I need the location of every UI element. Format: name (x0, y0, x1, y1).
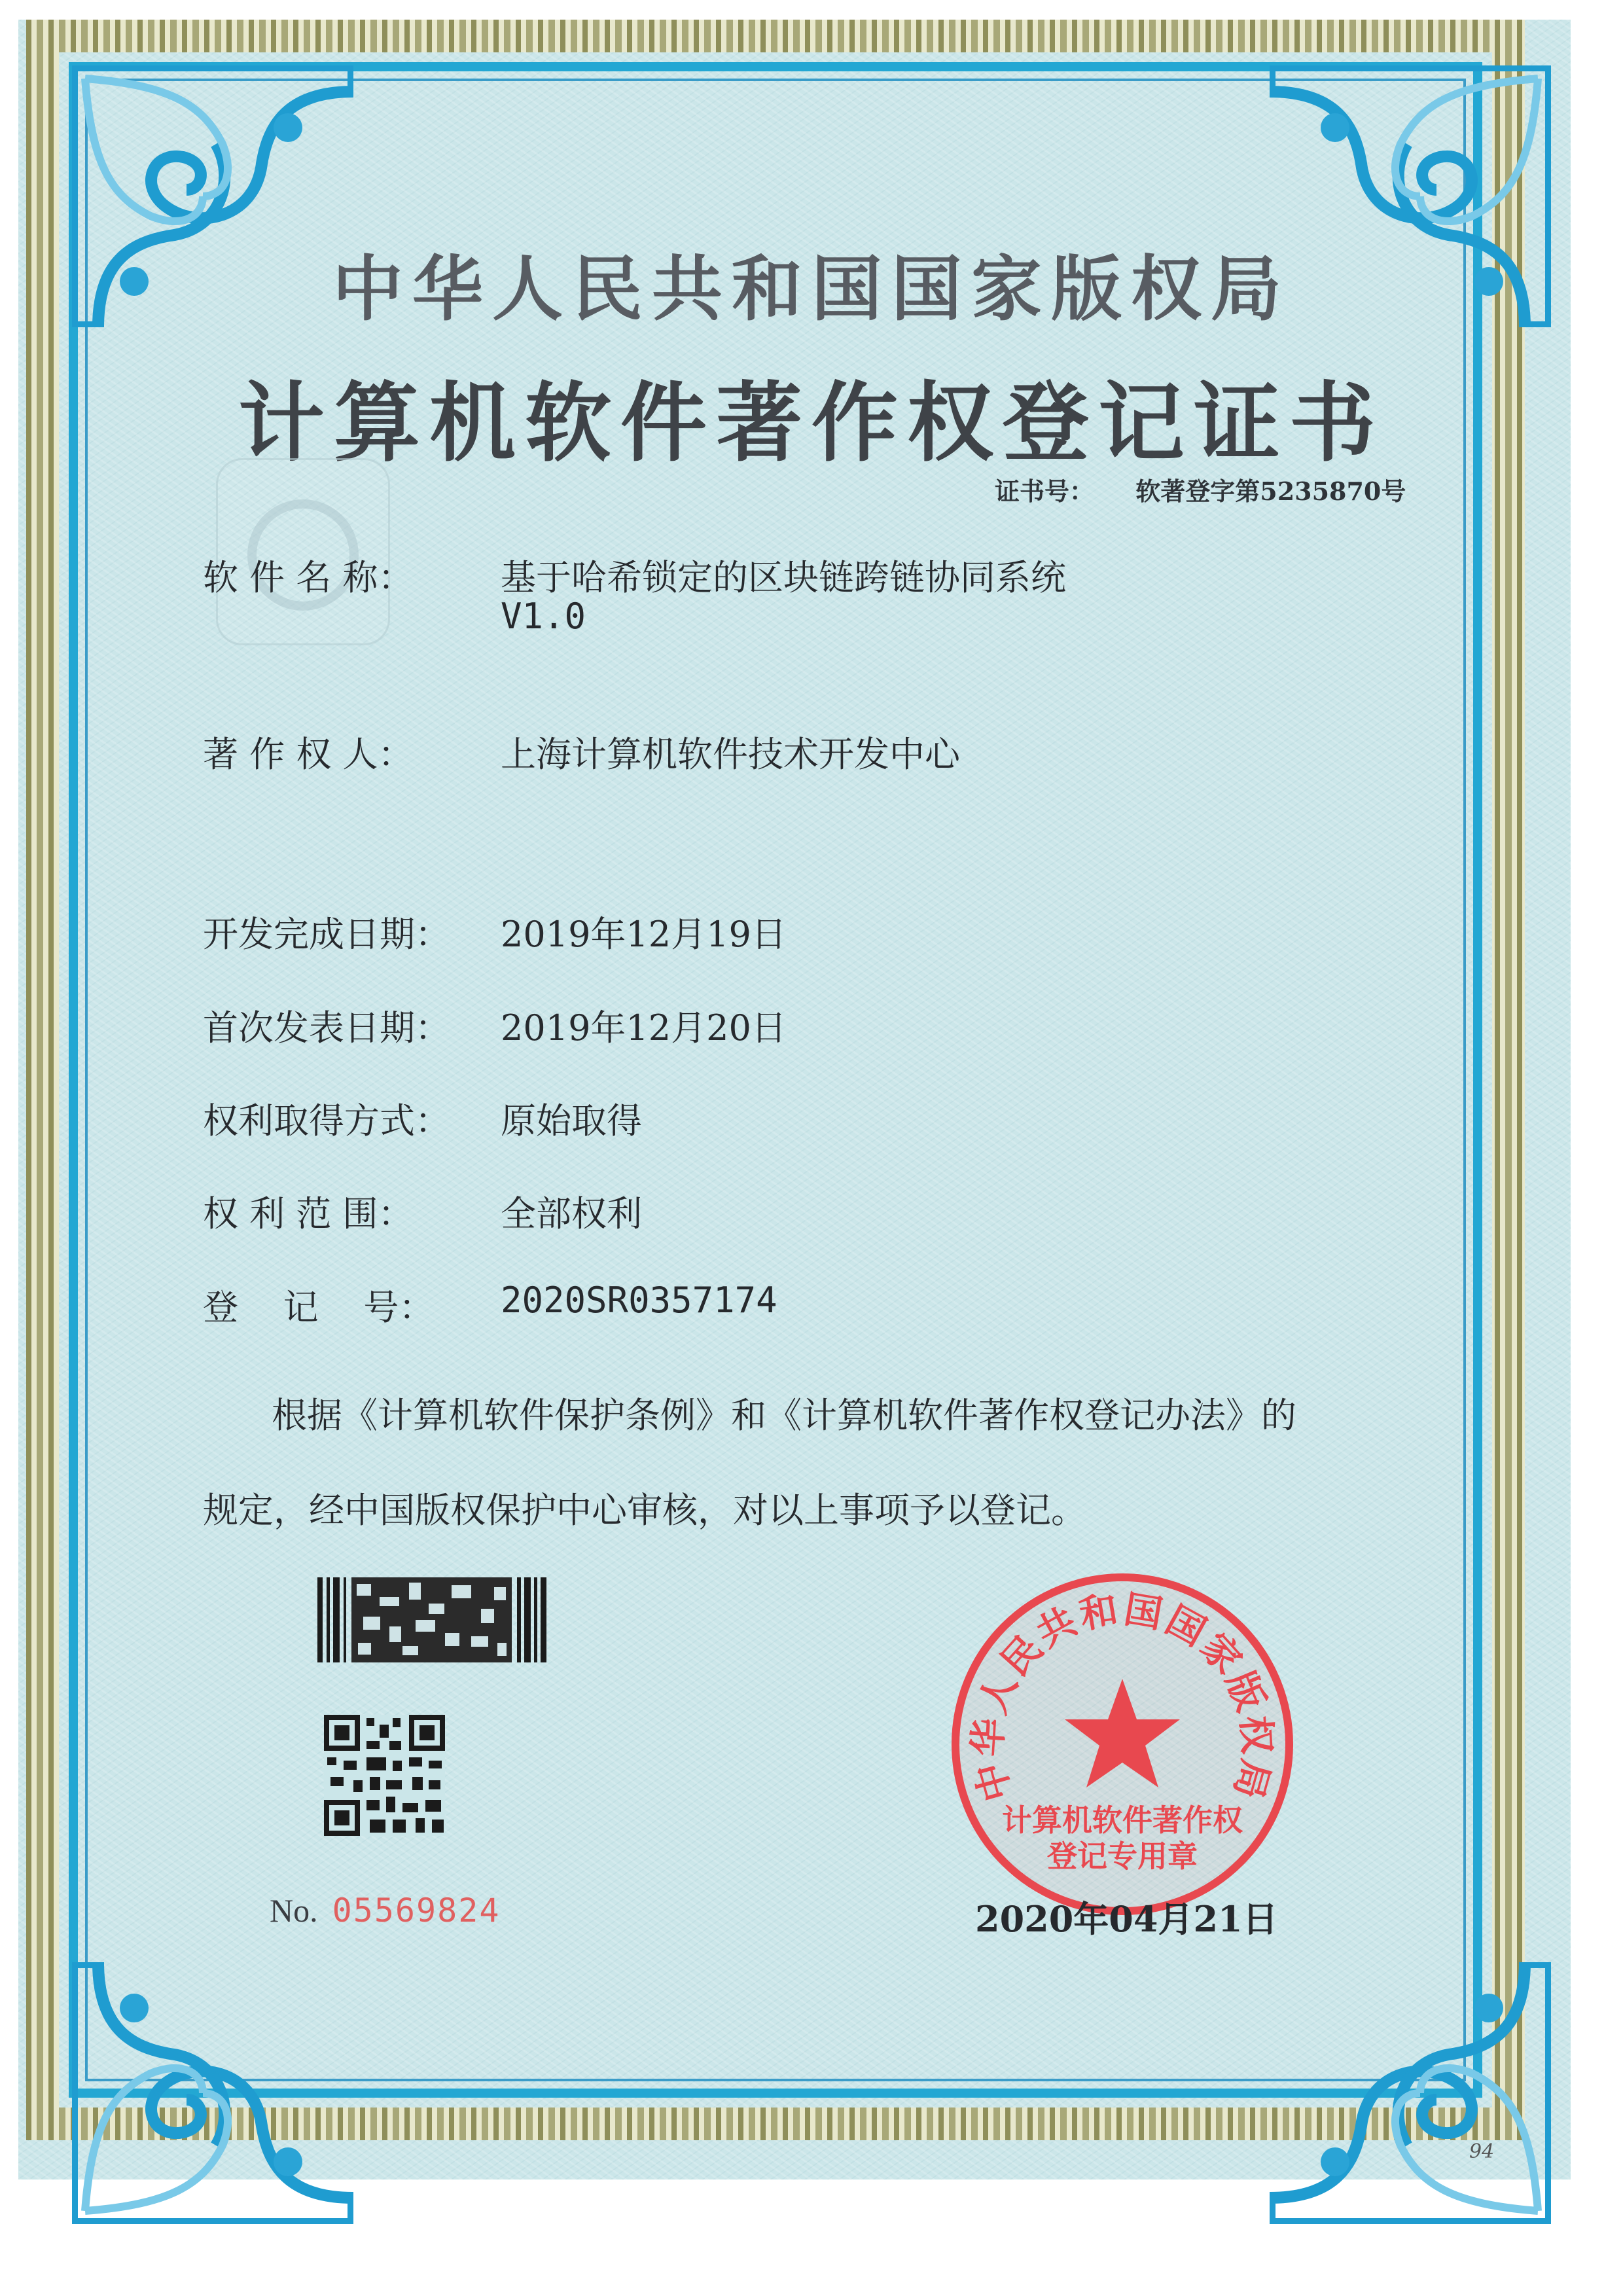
seal-line-2: 登记专用章 (1047, 1839, 1198, 1874)
software-name-label: 软 件 名 称： (203, 557, 414, 598)
qr-code-image (324, 1715, 445, 1836)
software-name-value: 基于哈希锁定的区块链跨链协同系统 (501, 557, 1066, 598)
official-seal (946, 1568, 1299, 1921)
rights-scope-value: 全部权利 (501, 1193, 642, 1234)
serial-number (270, 1892, 500, 1929)
copyright-owner-value: 上海计算机软件技术开发中心 (501, 734, 960, 775)
certificate-number-value: 软著登字第5235870号 (1135, 476, 1406, 506)
registration-number-value: 2020SR0357174 (501, 1280, 777, 1321)
certificate-number (995, 471, 1406, 507)
certificate-title: 计算机软件著作权登记证书 (238, 372, 1385, 474)
acquisition-method-value: 原始取得 (501, 1100, 642, 1141)
publication-date-label: 首次发表日期： (203, 1007, 450, 1049)
corner-ornament-bottom-left (72, 1962, 353, 2224)
certificate-number-label: 证书号： (995, 476, 1095, 506)
completion-date-label: 开发完成日期： (203, 914, 450, 955)
registration-number-label: 登 记 号： (203, 1287, 435, 1328)
issue-date: 2020年04月21日 (975, 1898, 1278, 1940)
serial-number-value: 05569824 (332, 1892, 501, 1929)
publication-date-value: 2019年12月20日 (501, 1007, 787, 1049)
completion-date-value: 2019年12月19日 (501, 914, 787, 955)
barcode-image (317, 1577, 546, 1662)
seal-arc-text: 中华人民共和国国家版权局 (965, 1587, 1280, 1806)
rights-scope-label: 权 利 范 围： (203, 1193, 414, 1234)
issuing-authority: 中华人民共和国国家版权局 (332, 248, 1291, 331)
statement-line-2: 规定，经中国版权保护中心审核，对以上事项予以登记。 (203, 1490, 1086, 1531)
seal-line-1: 计算机软件著作权 (1002, 1803, 1243, 1838)
statement-line-1: 根据《计算机软件保护条例》和《计算机软件著作权登记办法》的 (272, 1395, 1296, 1436)
corner-ornament-bottom-right (1270, 1962, 1551, 2224)
handwritten-page-number: 94 (1469, 2140, 1495, 2163)
serial-prefix: No. (270, 1892, 318, 1929)
software-version-value: V1.0 (501, 596, 586, 637)
copyright-owner-label: 著 作 权 人： (203, 734, 414, 775)
acquisition-method-label: 权利取得方式： (203, 1100, 450, 1141)
